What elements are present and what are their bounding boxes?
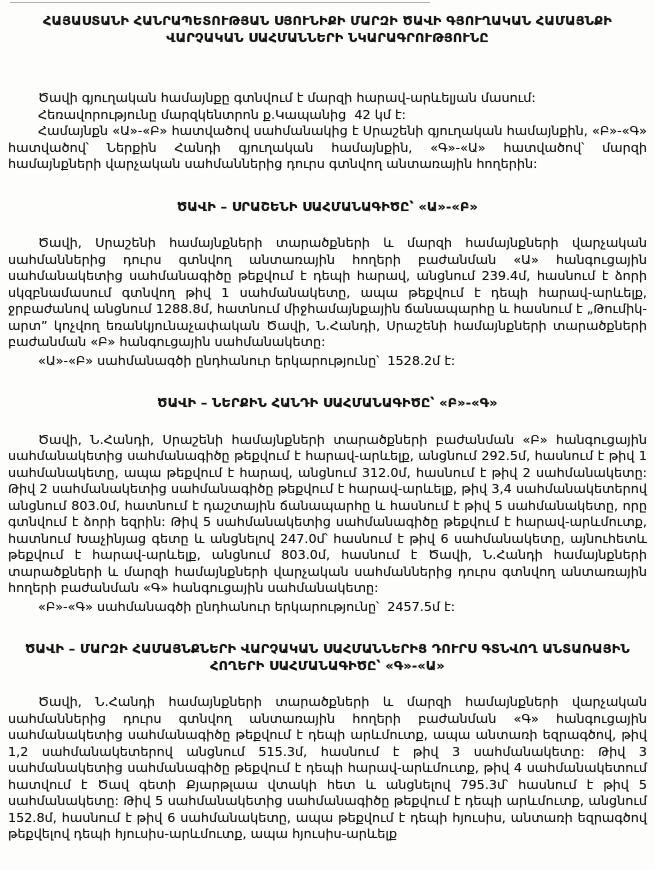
intro-paragraph-adjacency: Համայնքն «Ա»-«Բ» հատվածով սահմանակից է Սրաշենի գյուղական համայնքին, «Բ»-«Գ» հատվածով՝ Ներքին Հանդի գյուղական համայնքին, «Գ»-«Ա» հատվածով՝ մարզի համայնքների վարչական սահմաններից դուրս գտնվող անտառային հողերին: — [8, 124, 647, 172]
section-g-a — [8, 642, 647, 844]
section-a-b — [8, 200, 647, 371]
document-title-line1: ՀԱՅԱՍՏԱՆԻ ՀԱՆՐԱՊԵՏՈՒԹՅԱՆ ՍՅՈՒՆԻՔԻ ՄԱՐԶԻ ԾԱՎԻ ԳՅՈՒՂԱԿԱՆ ՀԱՄԱՅՆՔԻ — [43, 14, 612, 29]
section-a-b-heading: ԾԱՎԻ – ՍՐԱՇԵՆԻ ՍԱՀՄԱՆԱԳԻԾԸ՝ «Ա»-«Բ» — [176, 199, 478, 215]
section-b-g-length-note: «Բ»-«Գ» սահմանագծի ընդհանուր երկարությունը՝ 2457.5մ է: — [38, 599, 456, 615]
section-g-a-heading: ԾԱՎԻ – ՄԱՐԶԻ ՀԱՄԱՅՆՔՆԵՐԻ ՎԱՐՉԱԿԱՆ ՍԱՀՄԱՆՆԵՐԻՑ ԴՈՒՐՍ ԳՏՆՎՈՂ ԱՆՏԱՌԱՅԻՆ ՀՈՂԵՐԻ ՍԱՀՄԱՆԱԳԻԾԸ՝ «Գ»-«Ա» — [25, 642, 630, 674]
intro-block — [8, 91, 647, 174]
document-title — [8, 14, 647, 47]
section-b-g-heading: ԾԱՎԻ – ՆԵՐՔԻՆ ՀԱՆԴԻ ՍԱՀՄԱՆԱԳԻԾԸ՝ «Բ»-«Գ» — [157, 396, 498, 411]
section-a-b-body: Ծավի, Սրաշենի համայնքների տարածքների և մարզի համայնքների վարչական սահմաններից դուրս գտնվող անտառային հողերի բաժանման «Ա» հանգուցային սահմանակետից սահմանագիծը թեքվում է դեպի հարավ, անցնում 239.4մ, հասնում է ձորի սկզբնամասում գտնվող թիվ 1 սահմանակետը, ապա թեքվում է դեպի հարավ-արևելք, ջրբաժանով անցնում 1288.8մ, հատնում միջհամայնքային ճանապարհը և հասնում է „Թումիկ-արտ” կոչվող եռանկյունաչափական Ծավի, Ն.Հանդի, Սրաշենի համայնքների տարածքների բաժանման «Բ» հանգուցային սահմանակետը: — [8, 236, 647, 350]
scan-artifact — [10, 2, 430, 3]
section-b-g-body: Ծավի, Ն.Հանդի, Սրաշենի համայնքների տարածքների բաժանման «Բ» հանգուցային սահմանակետից սահմանագիծը թեքվում է հարավ-արևելք, անցնում 292.5մ, հասնում է թիվ 1 սահմանակետը, ապա թեքվում է հարավ, անցնում 312.0մ, հասնում է թիվ 2 սահմանակետը: Թիվ 2 սահմանակետից սահմանագիծը թեքվում է հարավ-արևելք, թիվ 3,4 սահմանակետերով անցնում 803.0մ, հատնում է դաշտային ճանապարհը և հասնում է թիվ 5 սահմանակետը, որը գտնվում է ձորի եզրին: Թիվ 5 սահմանակետից սահմանագիծը թեքվում է հարավ-արևմուտք, հատնում Խաչինյաց գետը և անցնելով 247.0մ՝ հասնում է թիվ 6 սահմանակետը, այնուհետև թեքվում է հարավ-արևելք, անցնում 803.0մ, հասնում է Ծավի, Ն.Հանդի համայնքների տարածքների և մարզի համայնքների վարչական սահմաններից դուրս գտնվող անտառային հողերի բաժանման «Գ» հանգուցային սահմանակետը: — [8, 432, 647, 596]
document-title-line2: ՎԱՐՉԱԿԱՆ ՍԱՀՄԱՆՆԵՐԻ ՆԿԱՐԱԳՐՈՒԹՅՈՒՆԸ — [166, 30, 489, 46]
intro-paragraph-location: Ծավի գյուղական համայնքը գտնվում է մարզի հարավ-արևելյան մասում: — [38, 91, 536, 106]
section-g-a-body: Ծավի, Ն.Հանդի համայնքների տարածքների և մարզի համայնքների վարչական սահմաններից դուրս գտնվող անտառային հողերի բաժանման «Գ» հանգուցային սահմանակետից սահմանագիծը թեքվում է դեպի արևմուտք, ապա անտառի եզրագծով, թիվ 1,2 սահմանակետերով անցնում 515.3մ, հասնում է թիվ 3 սահմանակետը: Թիվ 3 սահմանակետից սահմանագիծը թեքվում է դեպի հարավ-արևմուտք, թիվ 4 սահմանակետում հատվում է Ծավ գետի Քյարթլաա վտակի հետ և անցնելով 795.3մ՝ հասնում է թիվ 5 սահմանակետը: Թիվ 5 սահմանակետից սահմանագիծը թեքվում է դեպի արևմուտք, անցնում 152.8մ, հասնում է թիվ 6 սահմանակետը, ապա թեքվում է դեպի հյուսիս, անտառի եզրագծով թեքվելով դեպի հյուսիս-արևմուտք, ապա հյուսիս-արևելք — [8, 695, 647, 842]
section-a-b-length-note: «Ա»-«Բ» սահմանագծի ընդհանուր երկարությունը՝ 1528.2մ է: — [38, 353, 456, 369]
section-b-g — [8, 396, 647, 616]
intro-paragraph-distance: Հեռավորությունը մարզկենտրոն ք.Կապանից 42 կմ է: — [38, 107, 406, 123]
